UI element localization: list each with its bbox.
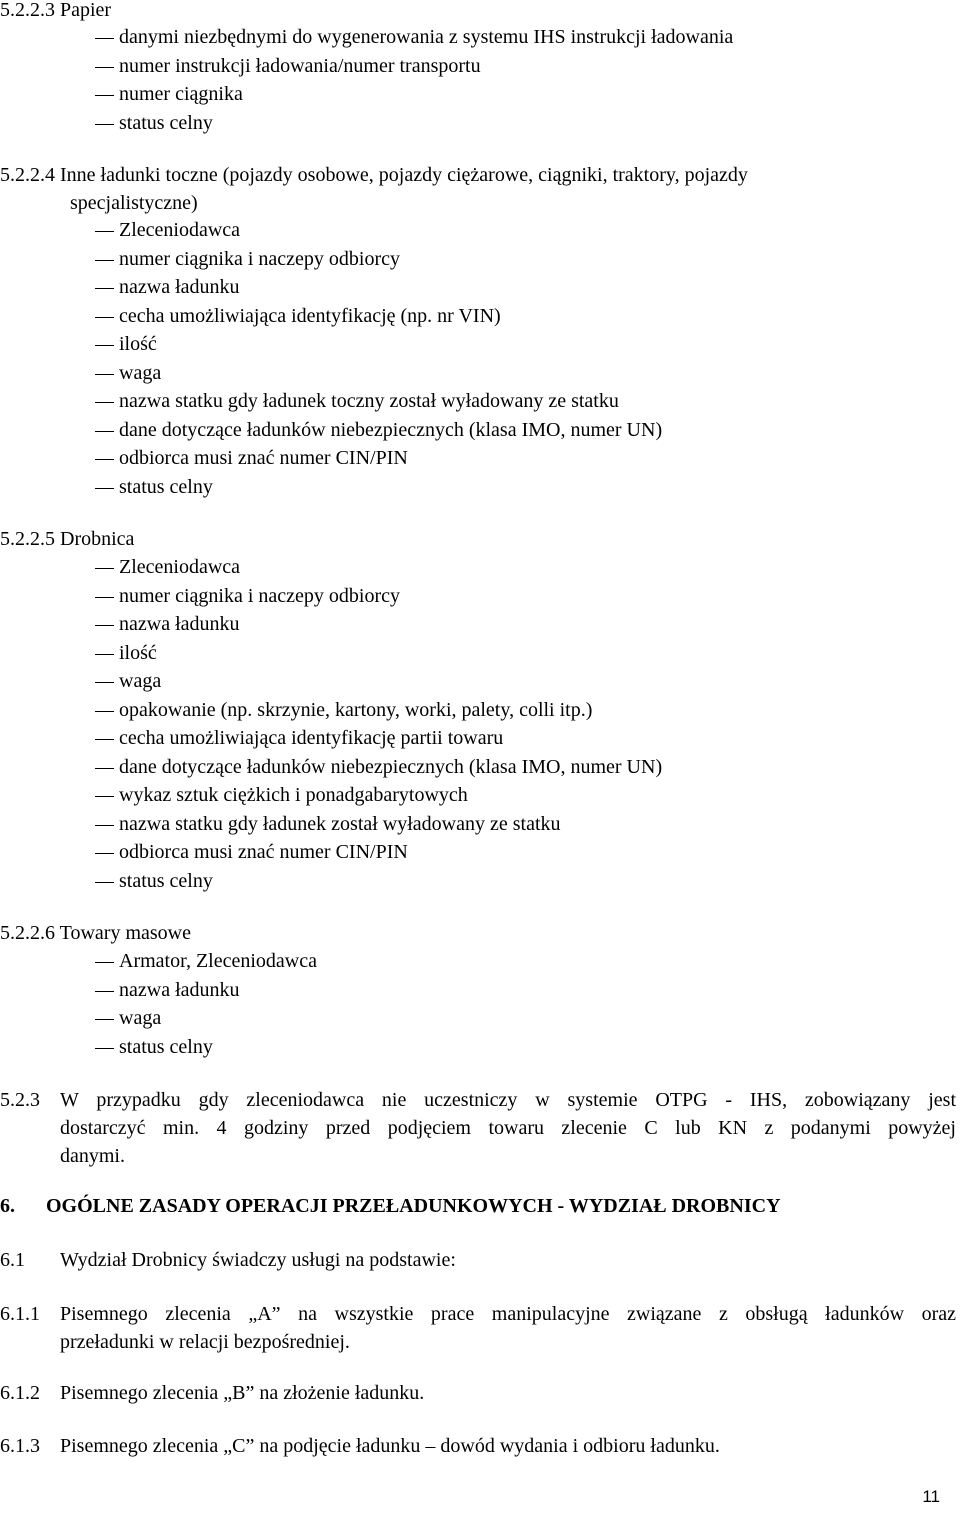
list-item: numer ciągnika i naczepy odbiorcy <box>119 247 400 270</box>
dash-bullet-icon <box>95 1048 114 1049</box>
list-item: nazwa ładunku <box>119 276 240 298</box>
dash-bullet-icon <box>95 459 114 460</box>
section-612-number: 6.1.2 <box>0 1382 40 1404</box>
list-item: dane dotyczące ładunków niebezpiecznych (klasa IMO, numer UN) <box>119 755 663 778</box>
list-item: danymi niezbędnymi do wygenerowania z systemu IHS instrukcji ładowania <box>119 26 734 48</box>
list-item: Zleceniodawca <box>119 219 241 241</box>
list-item: dane dotyczące ładunków niebezpiecznych (klasa IMO, numer UN) <box>119 418 663 441</box>
dash-bullet-icon <box>95 962 114 963</box>
list-item: nazwa statku gdy ładunek został wyładowany ze statku <box>119 812 561 835</box>
dash-bullet-icon <box>95 288 114 289</box>
list-item: waga <box>119 670 162 692</box>
list-item: wykaz sztuk ciężkich i ponadgabarytowych <box>119 784 468 806</box>
list-item: odbiorca musi znać numer CIN/PIN <box>119 447 408 469</box>
dash-bullet-icon <box>95 654 114 655</box>
list-item: nazwa ładunku <box>119 978 240 1001</box>
section-612-text: Pisemnego zlecenia „B” na złożenie ładunku. <box>60 1382 425 1404</box>
dash-bullet-icon <box>95 431 114 432</box>
section-5226-heading: 5.2.2.6 Towary masowe <box>0 922 191 944</box>
list-item: waga <box>119 1007 162 1029</box>
dash-bullet-icon <box>95 1019 114 1020</box>
dash-bullet-icon <box>95 768 114 769</box>
dash-bullet-icon <box>95 124 114 125</box>
dash-bullet-icon <box>95 597 114 598</box>
list-item: numer instrukcji ładowania/numer transportu <box>119 54 481 77</box>
dash-bullet-icon <box>95 231 114 232</box>
section-611-number: 6.1.1 <box>0 1303 40 1325</box>
list-item: status celny <box>119 111 213 134</box>
dash-bullet-icon <box>95 739 114 740</box>
section-613-number: 6.1.3 <box>0 1435 40 1457</box>
dash-bullet-icon <box>95 402 114 403</box>
list-item: Zleceniodawca <box>119 556 241 578</box>
list-item: status celny <box>119 475 213 498</box>
list-item: waga <box>119 361 162 384</box>
list-item: nazwa ładunku <box>119 613 240 635</box>
section-611-line1: Pisemnego zlecenia „A” na wszystkie prace manipulacyjne związane z obsługą ładunków oraz <box>60 1303 956 1325</box>
list-item: odbiorca musi znać numer CIN/PIN <box>119 841 408 863</box>
dash-bullet-icon <box>95 345 114 346</box>
dash-bullet-icon <box>95 317 114 318</box>
section-61-text: Wydział Drobnicy świadczy usługi na podstawie: <box>60 1249 456 1271</box>
section-523-line3: danymi. <box>60 1145 125 1167</box>
list-item: cecha umożliwiająca identyfikację partii towaru <box>119 727 504 749</box>
dash-bullet-icon <box>95 882 114 883</box>
list-item: opakowanie (np. skrzynie, kartony, worki, palety, colli itp.) <box>119 698 593 721</box>
list-item: status celny <box>119 1035 213 1058</box>
dash-bullet-icon <box>95 95 114 96</box>
section-5224-heading-cont: specjalistyczne) <box>70 192 198 214</box>
dash-bullet-icon <box>95 682 114 683</box>
list-item: numer ciągnika i naczepy odbiorcy <box>119 584 400 607</box>
section-5225-heading: 5.2.2.5 Drobnica <box>0 528 135 550</box>
section-6-number: 6. <box>0 1195 15 1217</box>
section-523-line2: dostarczyć min. 4 godziny przed podjęciem towaru zlecenie C lub KN z podanymi powyżej <box>60 1117 956 1139</box>
dash-bullet-icon <box>95 796 114 797</box>
dash-bullet-icon <box>95 853 114 854</box>
dash-bullet-icon <box>95 825 114 826</box>
section-523-number: 5.2.3 <box>0 1089 40 1111</box>
list-item: ilość <box>119 641 157 664</box>
dash-bullet-icon <box>95 67 114 68</box>
dash-bullet-icon <box>95 568 114 569</box>
list-item: Armator, Zleceniodawca <box>119 950 317 972</box>
dash-bullet-icon <box>95 38 114 39</box>
list-item: status celny <box>119 869 213 892</box>
dash-bullet-icon <box>95 260 114 261</box>
section-523-line1: W przypadku gdy zleceniodawca nie uczestniczy w systemie OTPG - IHS, zobowiązany jest <box>60 1089 956 1111</box>
list-item: nazwa statku gdy ładunek toczny został wyładowany ze statku <box>119 390 619 412</box>
dash-bullet-icon <box>95 374 114 375</box>
section-613-text: Pisemnego zlecenia „C” na podjęcie ładunku – dowód wydania i odbioru ładunku. <box>60 1435 720 1457</box>
dash-bullet-icon <box>95 711 114 712</box>
section-5223-heading: 5.2.2.3 Papier <box>0 0 112 21</box>
section-611-line2: przeładunki w relacji bezpośredniej. <box>60 1331 350 1353</box>
dash-bullet-icon <box>95 991 114 992</box>
section-61-number: 6.1 <box>0 1249 25 1271</box>
list-item: ilość <box>119 333 157 355</box>
section-6-title: OGÓLNE ZASADY OPERACJI PRZEŁADUNKOWYCH - WYDZIAŁ DROBNICY <box>46 1195 781 1217</box>
list-item: cecha umożliwiająca identyfikację (np. nr VIN) <box>119 304 501 327</box>
section-5224-heading: 5.2.2.4 Inne ładunki toczne (pojazdy osobowe, pojazdy ciężarowe, ciągniki, traktory, pojazdy <box>0 164 748 186</box>
page-number: 11 <box>922 1487 940 1506</box>
dash-bullet-icon <box>95 488 114 489</box>
dash-bullet-icon <box>95 625 114 626</box>
list-item: numer ciągnika <box>119 83 243 105</box>
